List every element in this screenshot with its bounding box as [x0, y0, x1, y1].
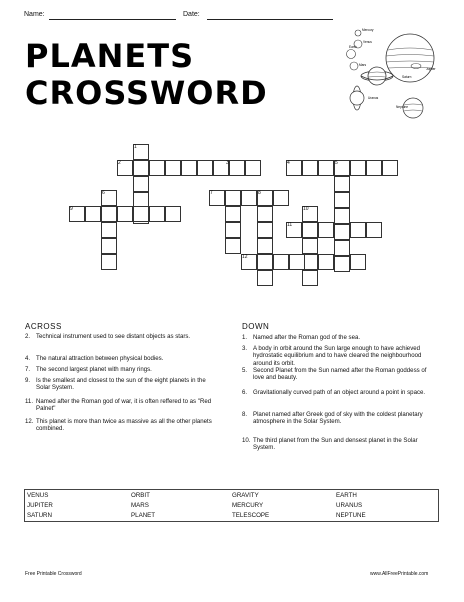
clue-number: 12. — [25, 418, 34, 425]
grid-cell[interactable] — [334, 192, 350, 208]
clue-text: Technical instrument used to see distant objects as stars. — [36, 333, 191, 340]
grid-clue-number: 2 — [118, 160, 121, 166]
clue-number: 5. — [242, 367, 248, 374]
grid-clue-number: 1 — [134, 144, 137, 150]
page-title-line1: PLANETS — [25, 37, 195, 75]
word-bank-item: JUPITER — [27, 502, 53, 509]
grid-clue-number: 11 — [287, 222, 293, 228]
grid-cell[interactable] — [165, 206, 181, 222]
word-bank-item: VENUS — [27, 492, 49, 499]
label-saturn: Saturn — [402, 75, 412, 79]
grid-cell[interactable] — [318, 254, 334, 270]
grid-clue-number: 7 — [210, 190, 213, 196]
grid-cell[interactable] — [350, 222, 366, 238]
grid-clue-number: 9 — [70, 206, 73, 212]
grid-cell[interactable] — [149, 206, 165, 222]
grid-cell[interactable] — [334, 176, 350, 192]
grid-cell[interactable] — [350, 254, 366, 270]
name-label: Name: — [24, 11, 45, 18]
grid-cell[interactable] — [302, 270, 318, 286]
down-heading: DOWN — [242, 322, 270, 331]
clue-number: 9. — [25, 377, 31, 384]
grid-cell[interactable] — [101, 254, 117, 270]
clue-text: The natural attraction between physical bodies. — [36, 355, 164, 362]
grid-cell[interactable] — [350, 160, 366, 176]
clue-text: This planet is more than twice as massive as all the other planets combined. — [36, 418, 212, 433]
clue-text: Gravitationally curved path of an object around a point in space. — [253, 389, 426, 396]
clue-text: Second Planet from the Sun named after the Roman goddess of love and beauty. — [253, 367, 427, 382]
grid-cell[interactable] — [382, 160, 398, 176]
grid-clue-number: 8 — [258, 190, 261, 196]
clue-number: 7. — [25, 366, 31, 373]
word-bank-item: GRAVITY — [232, 492, 259, 499]
word-bank-item: MARS — [131, 502, 149, 509]
grid-cell[interactable] — [289, 254, 305, 270]
word-bank-item: PLANET — [131, 512, 156, 519]
word-bank — [24, 489, 439, 522]
date-label: Date: — [183, 11, 200, 18]
grid-clue-number: 4 — [287, 160, 290, 166]
word-bank-item: MERCURY — [232, 502, 264, 509]
grid-cell[interactable] — [101, 238, 117, 254]
clue-text: Named after the Roman god of the sea. — [253, 334, 361, 341]
clue-text: A body in orbit around the Sun large enough to have achieved hydrostatic equilibrium and to have cleared the neighbourhood around its orbit. — [253, 345, 422, 367]
grid-cell[interactable] — [334, 224, 350, 240]
grid-clue-number: 10 — [303, 206, 309, 212]
clue-number: 10. — [242, 437, 251, 444]
grid-cell[interactable] — [318, 222, 334, 238]
grid-cell[interactable] — [225, 190, 241, 206]
grid-cell[interactable] — [133, 176, 149, 192]
clue-number: 6. — [242, 389, 248, 396]
label-jupiter: Jupiter — [426, 67, 436, 71]
grid-cell[interactable] — [334, 208, 350, 224]
word-bank-item: SATURN — [27, 512, 52, 519]
grid-cell[interactable] — [257, 270, 273, 286]
label-mars: Mars — [359, 63, 367, 67]
label-neptune: Neptune — [396, 105, 409, 109]
grid-cell[interactable] — [273, 254, 289, 270]
clue-text: The third planet from the Sun and densest planet in the Solar System. — [253, 437, 418, 452]
word-bank-item: ORBIT — [131, 492, 150, 499]
grid-cell[interactable] — [257, 222, 273, 238]
grid-cell[interactable] — [257, 238, 273, 254]
grid-cell[interactable] — [225, 206, 241, 222]
label-mercury: Mercury — [362, 28, 374, 32]
grid-cell[interactable] — [302, 160, 318, 176]
grid-cell[interactable] — [149, 160, 165, 176]
grid-cell[interactable] — [334, 240, 350, 256]
grid-cell[interactable] — [133, 206, 149, 222]
clue-number: 4. — [25, 355, 31, 362]
grid-cell[interactable] — [366, 160, 382, 176]
grid-cell[interactable] — [101, 206, 117, 222]
grid-cell[interactable] — [225, 222, 241, 238]
label-uranus: Uranus — [368, 96, 379, 100]
clue-number: 3. — [242, 345, 248, 352]
word-bank-item: URANUS — [336, 502, 363, 509]
grid-clue-number: 6 — [102, 190, 105, 196]
grid-cell[interactable] — [117, 206, 133, 222]
grid-cell[interactable] — [302, 222, 318, 238]
clue-number: 2. — [25, 333, 31, 340]
clue-text: Named after the Roman god of war, it is often reffered to as "Red Palnet" — [36, 398, 212, 413]
footer-right[interactable]: www.AllFreePrintable.com — [370, 571, 429, 577]
grid-cell[interactable] — [241, 190, 257, 206]
page-title-line2: CROSSWORD — [25, 74, 268, 112]
footer-left: Free Printable Crossword — [25, 571, 82, 577]
grid-cell[interactable] — [101, 222, 117, 238]
grid-clue-number: 3 — [226, 160, 229, 166]
grid-cell[interactable] — [302, 238, 318, 254]
word-bank-item: TELESCOPE — [232, 512, 270, 519]
grid-cell[interactable] — [181, 160, 197, 176]
clue-text: Is the smallest and closest to the sun of the eight planets in the Solar System. — [36, 377, 206, 392]
label-venus: Venus — [363, 40, 372, 44]
grid-cell[interactable] — [229, 160, 245, 176]
grid-cell[interactable] — [245, 160, 261, 176]
word-bank-item: NEPTUNE — [336, 512, 366, 519]
grid-clue-number: 5 — [335, 160, 338, 166]
grid-cell[interactable] — [334, 256, 350, 272]
grid-cell[interactable] — [165, 160, 181, 176]
grid-cell[interactable] — [197, 160, 213, 176]
grid-cell[interactable] — [133, 160, 149, 176]
clue-number: 11. — [25, 398, 34, 405]
word-bank-item: EARTH — [336, 492, 357, 499]
grid-cell[interactable] — [85, 206, 101, 222]
label-earth: Earth — [349, 45, 357, 49]
grid-cell[interactable] — [366, 222, 382, 238]
across-heading: ACROSS — [25, 322, 62, 331]
grid-clue-number: 12 — [242, 254, 248, 260]
clue-number: 8. — [242, 411, 248, 418]
clue-text: The second largest planet with many rings. — [36, 366, 152, 373]
grid-cell[interactable] — [257, 254, 273, 270]
grid-cell[interactable] — [225, 238, 241, 254]
grid-cell[interactable] — [257, 206, 273, 222]
grid-cell[interactable] — [273, 190, 289, 206]
clue-text: Planet named after Greek god of sky with the coldest planetary atmosphere in the Solar System. — [253, 411, 423, 426]
grid-cell[interactable] — [318, 160, 334, 176]
clue-number: 1. — [242, 334, 248, 341]
